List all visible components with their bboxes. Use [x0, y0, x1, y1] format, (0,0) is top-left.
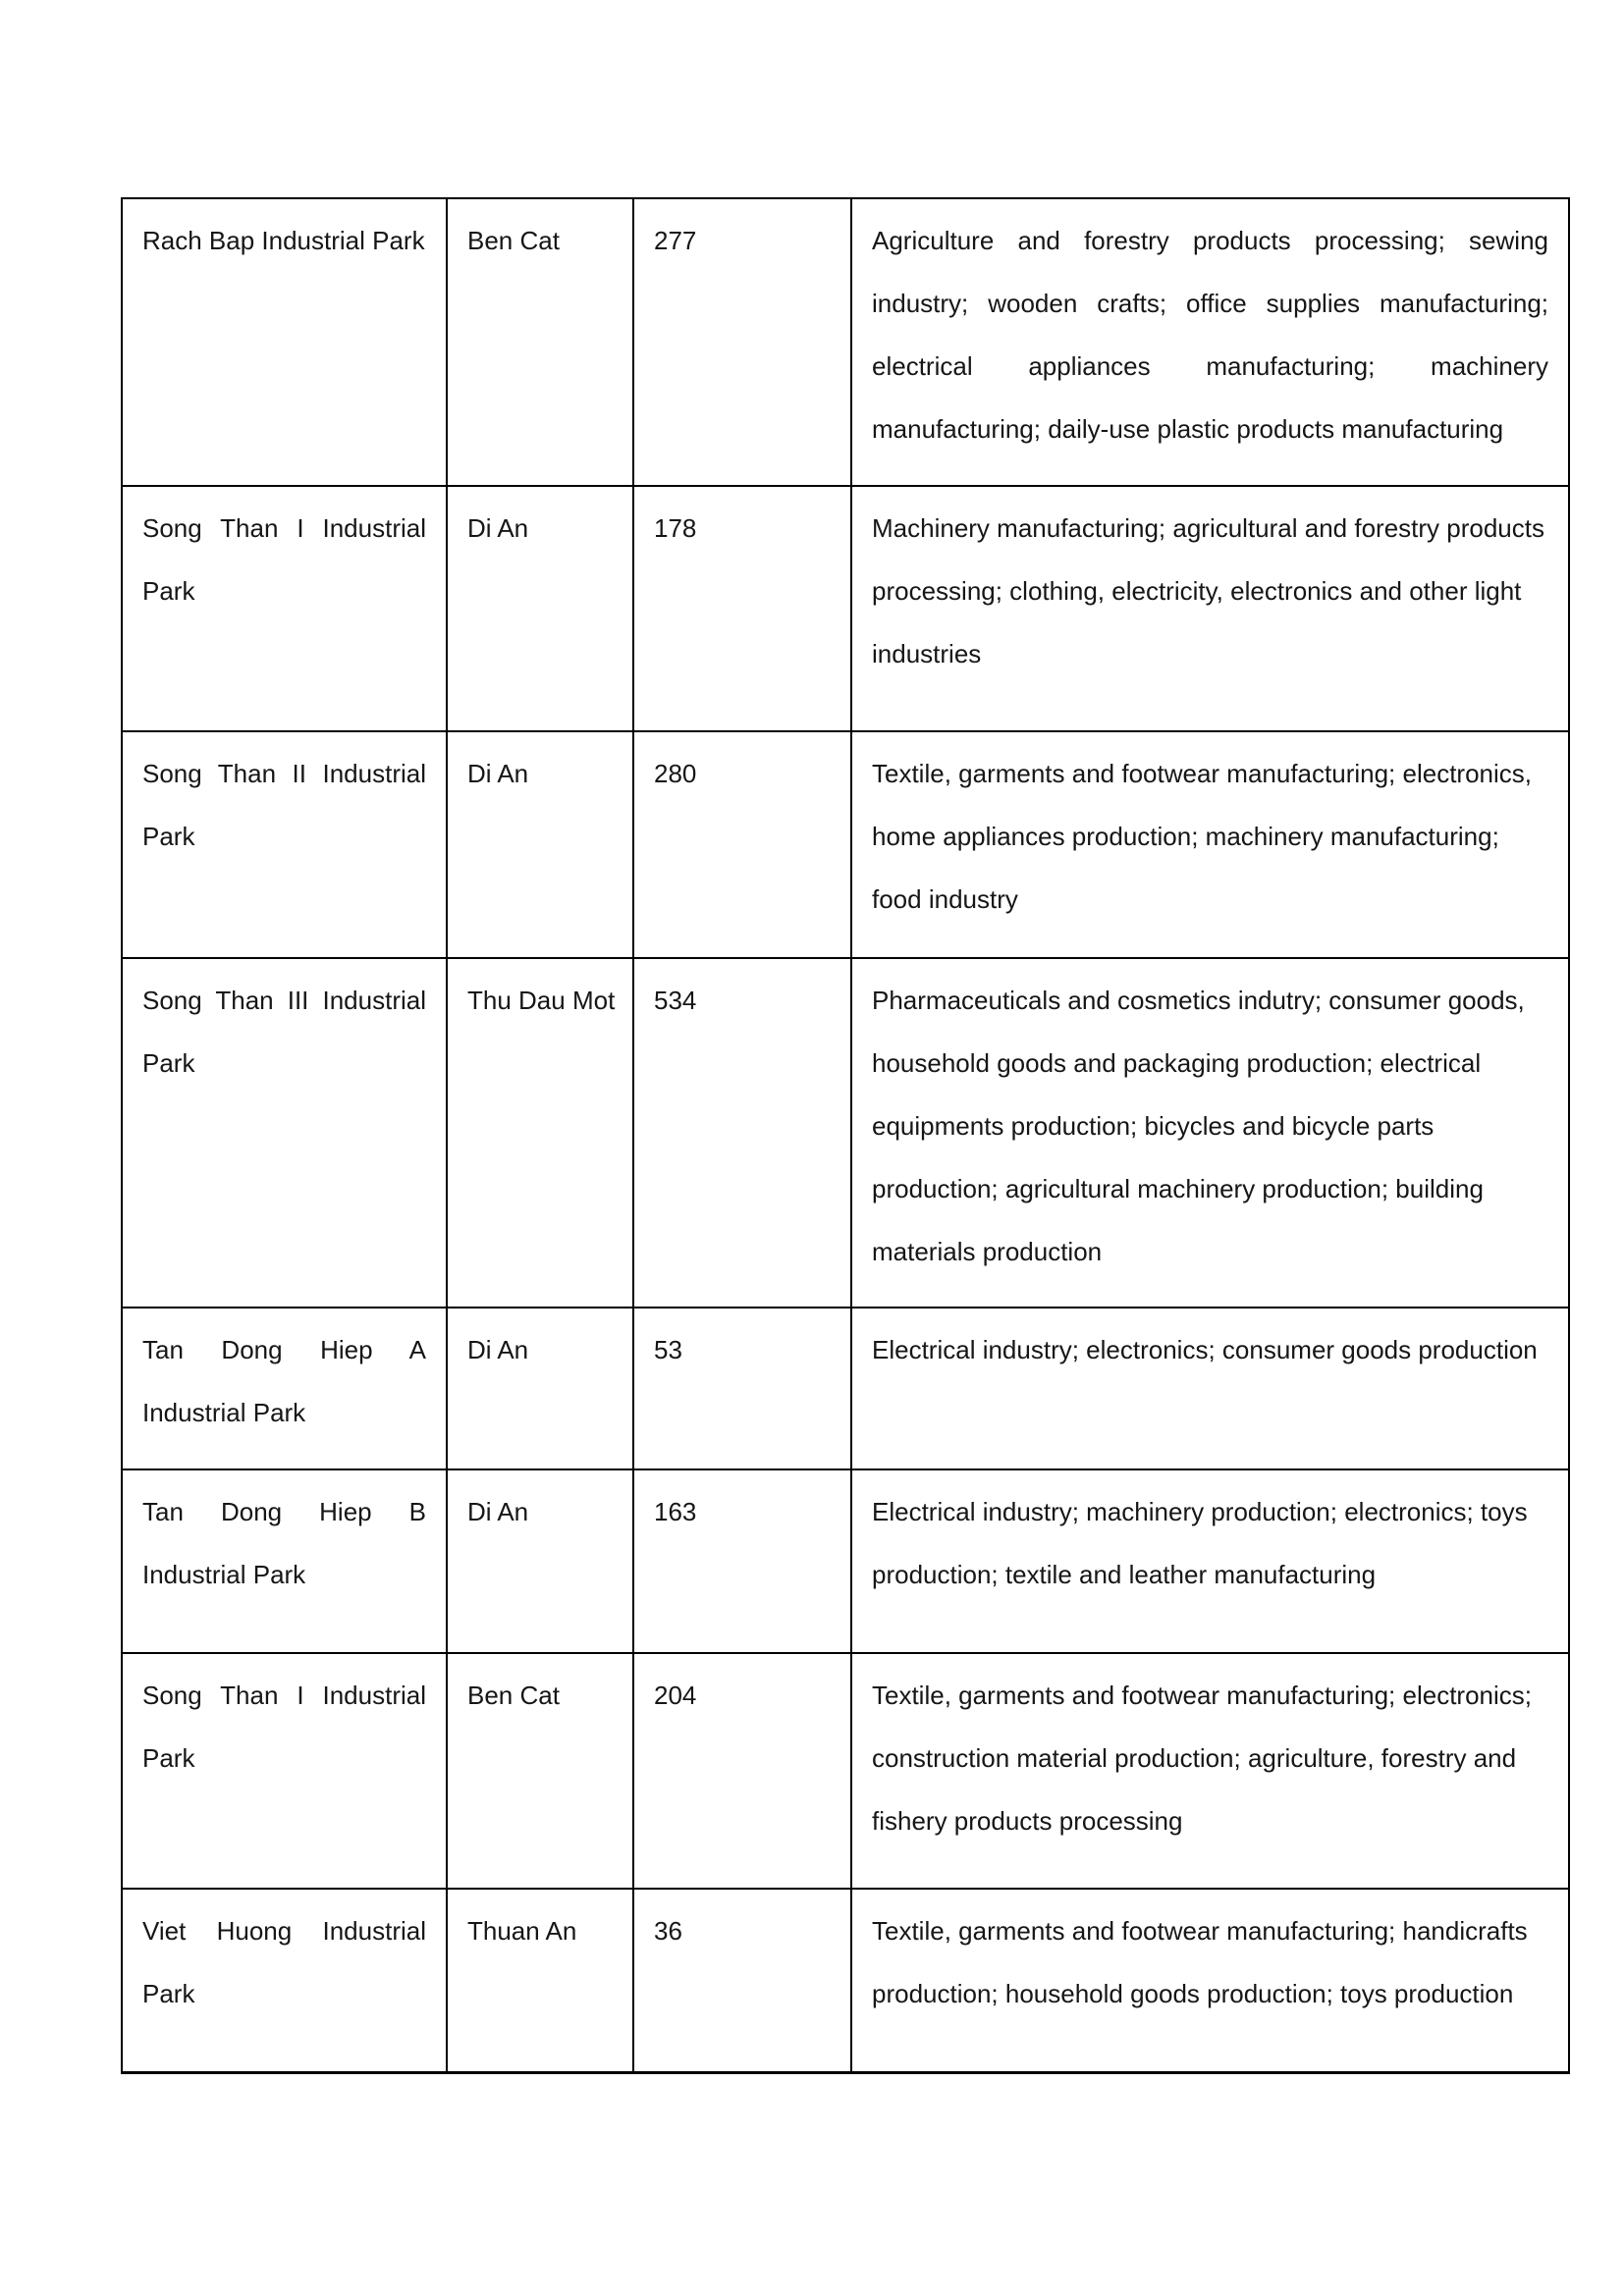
industries-cell: Electrical industry; machinery production; electronics; toys production; textile and leather manufacturing — [851, 1469, 1569, 1653]
park-name-cell: Song Than II Industrial Park — [122, 731, 447, 958]
area-cell: 178 — [633, 486, 851, 731]
park-name-cell: Tan Dong Hiep B Industrial Park — [122, 1469, 447, 1653]
location-cell: Ben Cat — [447, 198, 633, 486]
location-cell: Ben Cat — [447, 1653, 633, 1889]
table-row — [122, 486, 1569, 731]
table-row — [122, 1308, 1569, 1469]
location-cell: Thu Dau Mot — [447, 958, 633, 1308]
park-name-cell: Song Than III Industrial Park — [122, 958, 447, 1308]
area-cell: 36 — [633, 1889, 851, 2072]
area-cell: 53 — [633, 1308, 851, 1469]
park-name-cell: Viet Huong Industrial Park — [122, 1889, 447, 2072]
location-cell: Di An — [447, 731, 633, 958]
industrial-parks-table — [121, 197, 1570, 2074]
industries-cell: Machinery manufacturing; agricultural and forestry products processing; clothing, electricity, electronics and other light industries — [851, 486, 1569, 731]
industries-cell: Electrical industry; electronics; consumer goods production — [851, 1308, 1569, 1469]
table-row — [122, 958, 1569, 1308]
park-name-cell: Song Than I Industrial Park — [122, 486, 447, 731]
park-name-cell: Rach Bap Industrial Park — [122, 198, 447, 486]
location-cell: Di An — [447, 1469, 633, 1653]
table-row — [122, 198, 1569, 486]
area-cell: 277 — [633, 198, 851, 486]
area-cell: 534 — [633, 958, 851, 1308]
area-cell: 280 — [633, 731, 851, 958]
location-cell: Thuan An — [447, 1889, 633, 2072]
table-row — [122, 1469, 1569, 1653]
table-row — [122, 1653, 1569, 1889]
park-name-cell: Song Than I Industrial Park — [122, 1653, 447, 1889]
area-cell: 163 — [633, 1469, 851, 1653]
industries-cell: Textile, garments and footwear manufacturing; electronics, home appliances production; machinery manufacturing; food industry — [851, 731, 1569, 958]
industries-cell: Agriculture and forestry products processing; sewing industry; wooden crafts; office supplies manufacturing; electrical appliances manufacturing; machinery manufacturing; daily-use plastic products manufacturing — [851, 198, 1569, 486]
industries-cell: Pharmaceuticals and cosmetics indutry; consumer goods, household goods and packaging production; electrical equipments production; bicycles and bicycle parts production; agricultural machinery production; building materials production — [851, 958, 1569, 1308]
location-cell: Di An — [447, 486, 633, 731]
table-row — [122, 1889, 1569, 2072]
table-row — [122, 731, 1569, 958]
industries-cell: Textile, garments and footwear manufacturing; handicrafts production; household goods production; toys production — [851, 1889, 1569, 2072]
park-name-cell: Tan Dong Hiep A Industrial Park — [122, 1308, 447, 1469]
industries-cell: Textile, garments and footwear manufacturing; electronics; construction material production; agriculture, forestry and fishery products processing — [851, 1653, 1569, 1889]
location-cell: Di An — [447, 1308, 633, 1469]
area-cell: 204 — [633, 1653, 851, 1889]
